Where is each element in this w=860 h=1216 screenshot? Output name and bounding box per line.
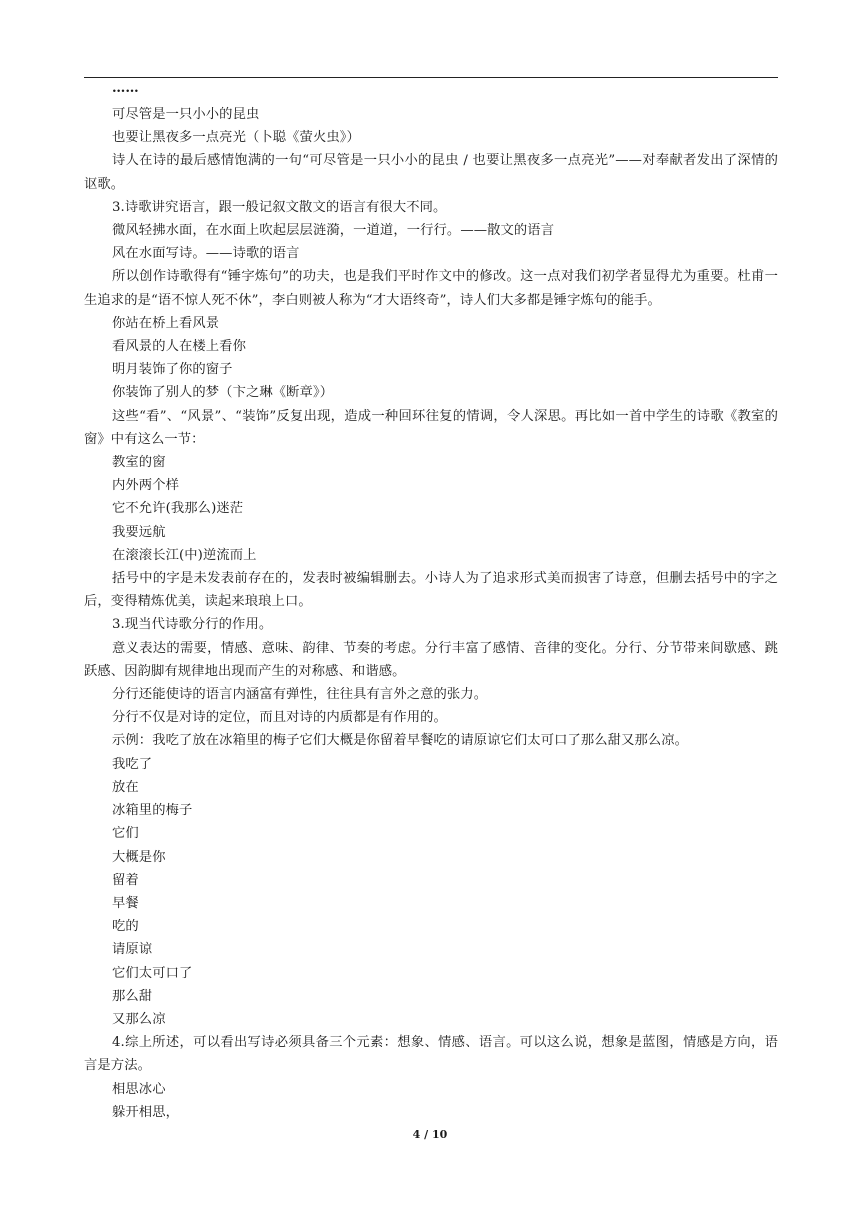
poem-line: 教室的窗 [112, 455, 166, 471]
poem-line: 那么甜 [112, 988, 153, 1004]
poem-line: 它们 [112, 826, 139, 842]
paragraph: 这些“看”、“风景”、“装饰”反复出现，造成一种回环往复的情调，令人深思。再比如一首中学生的诗歌《教室的窗》中有这么一节： [84, 408, 778, 447]
paragraph: 诗人在诗的最后感情饱满的一句“可尽管是一只小小的昆虫 / 也要让黑夜多一点亮光”——对奉献者发出了深情的讴歌。 [84, 153, 778, 192]
poem-line: 放在 [112, 779, 139, 795]
section-heading: 3.现当代诗歌分行的作用。 [112, 617, 273, 633]
poem-line: 它们太可口了 [112, 965, 193, 981]
document-body [84, 80, 778, 1124]
paragraph: 意义表达的需要，情感、意味、韵律、节奏的考虑。分行丰富了感情、音律的变化。分行、分节带来间歇感、跳跃感、因韵脚有规律地出现而产生的对称感、和谐感。 [84, 640, 778, 679]
poem-title: 相思冰心 [112, 1081, 166, 1097]
header-rule [84, 77, 778, 78]
poem-line: 也要让黑夜多一点亮光（卜聪《萤火虫》） [112, 130, 360, 146]
section-heading: 3.诗歌讲究语言，跟一般记叙文散文的语言有很大不同。 [112, 199, 447, 215]
paragraph: …… [112, 81, 139, 96]
poem-line: 我吃了 [112, 756, 153, 772]
poem-line: 在滚滚长江(中)逆流而上 [112, 547, 257, 563]
poem-line: 你装饰了别人的梦（卞之琳《断章》） [112, 385, 334, 401]
poem-line: 我要远航 [112, 524, 166, 540]
paragraph: 微风轻拂水面，在水面上吹起层层涟漪，一道道，一行行。——散文的语言 [112, 223, 555, 239]
poem-line: 早餐 [112, 895, 139, 911]
poem-line: 你站在桥上看风景 [112, 315, 220, 331]
paragraph: 4.综上所述，可以看出写诗必须具备三个元素：想象、情感、语言。可以这么说，想象是蓝图，情感是方向，语言是方法。 [84, 1035, 778, 1074]
poem-line: 看风景的人在楼上看你 [112, 339, 246, 355]
page-number: 4 / 10 [412, 1128, 448, 1141]
paragraph: 所以创作诗歌得有“锤字炼句”的功夫，也是我们平时作文中的修改。这一点对我们初学者显得尤为重要。杜甫一生追求的是“语不惊人死不休”，李白则被人称为“才大语终奇”，诗人们大多都是锤字炼句的能手。 [84, 269, 778, 308]
poem-line: 吃的 [112, 919, 139, 935]
poem-line: 可尽管是一只小小的昆虫 [112, 107, 260, 122]
poem-line: 大概是你 [112, 849, 166, 865]
poem-line: 躲开相思， [112, 1104, 179, 1120]
poem-line: 它不允许(我那么)迷茫 [112, 501, 244, 517]
poem-line: 又那么凉 [112, 1011, 166, 1027]
poem-line: 内外两个样 [112, 478, 179, 494]
poem-line: 冰箱里的梅子 [112, 803, 193, 819]
poem-line: 请原谅 [112, 942, 153, 958]
poem-line: 留着 [112, 872, 139, 888]
poem-line: 明月装饰了你的窗子 [112, 362, 233, 378]
paragraph: 括号中的字是未发表前存在的，发表时被编辑删去。小诗人为了追求形式美而损害了诗意，但删去括号中的字之后，变得精炼优美，读起来琅琅上口。 [84, 571, 778, 610]
paragraph: 分行还能使诗的语言内涵富有弹性，往往具有言外之意的张力。 [112, 687, 488, 703]
paragraph: 风在水面写诗。——诗歌的语言 [112, 246, 300, 262]
paragraph: 分行不仅是对诗的定位，而且对诗的内质都是有作用的。 [112, 710, 447, 726]
paragraph: 示例：我吃了放在冰箱里的梅子它们大概是你留着早餐吃的请原谅它们太可口了那么甜又那么凉。 [112, 733, 689, 749]
